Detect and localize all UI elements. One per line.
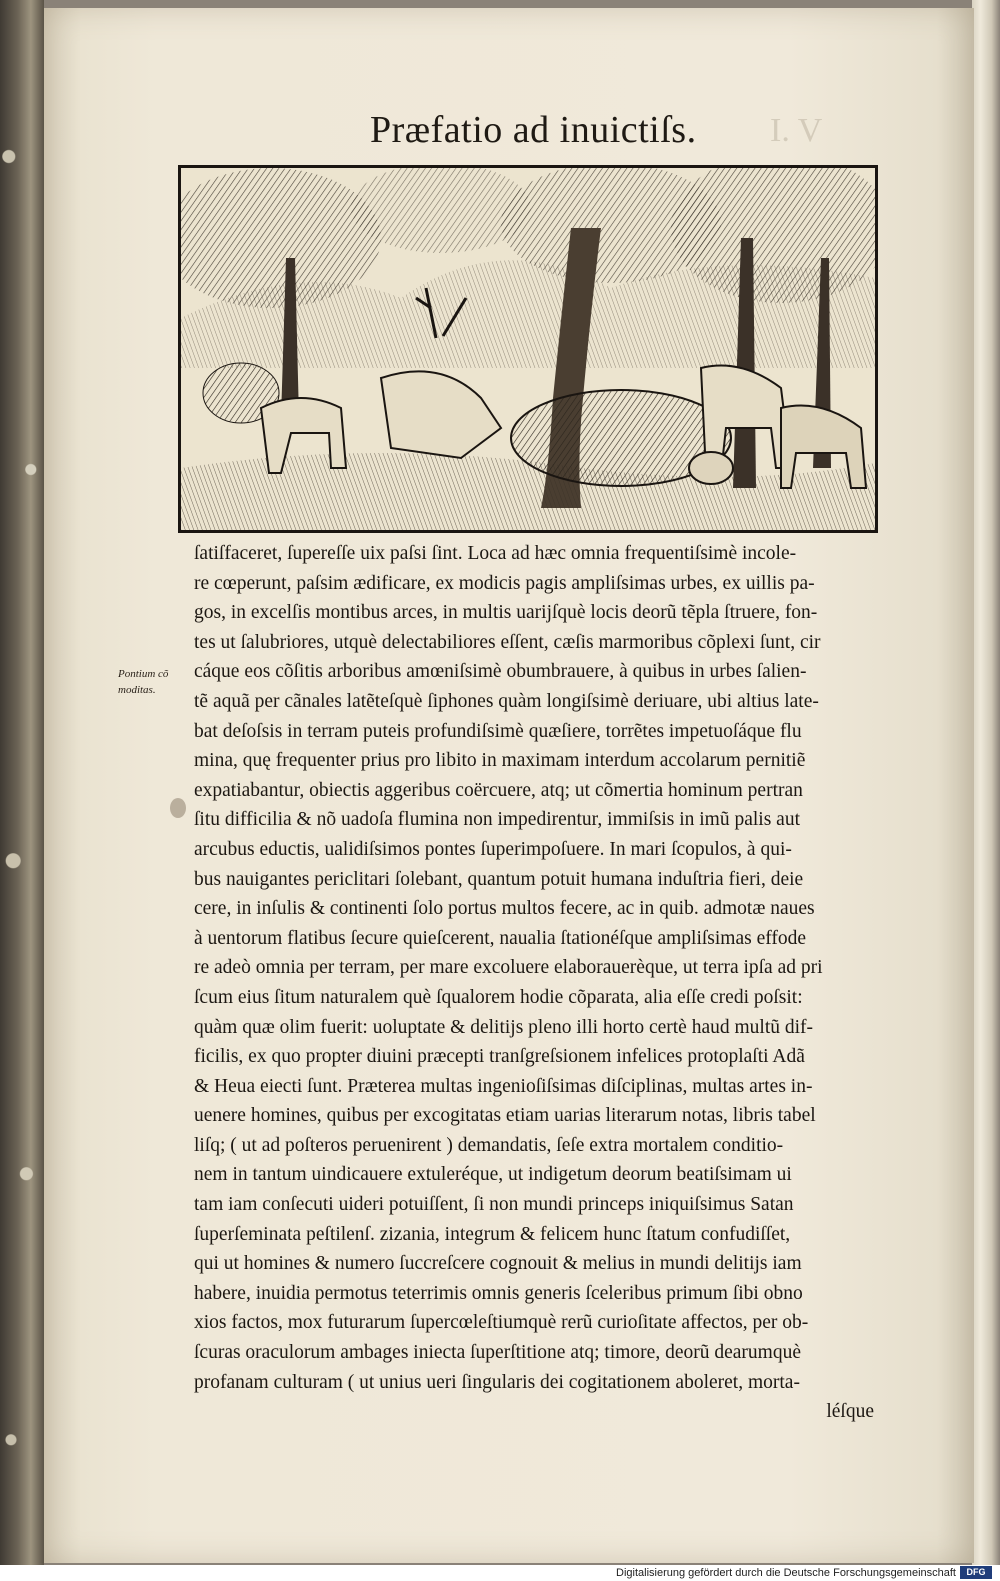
book-binding [0, 0, 44, 1565]
facing-page-edge [972, 0, 1000, 1565]
text-line: re cœperunt, paſsim ædificare, ex modicis pagis ampliſsimas urbes, ex uillis pa- [194, 572, 815, 594]
paper-stain [170, 798, 186, 818]
text-line: xios factos, mox futurarum ſupercœleſtiumquè rerũ curioſitate affectos, per ob- [194, 1312, 809, 1334]
margin-note [118, 666, 190, 698]
woodcut-illustration [178, 165, 878, 533]
text-line: cere, in inſulis & continenti ſolo portus multos fecere, ac in quib. admotæ naues [194, 898, 815, 920]
text-line: tẽ aquã per cãnales latẽteſquè ſiphones quàm longiſsimè deriuare, ubi altius late- [194, 690, 819, 712]
text-line: arcubus eductis, ualidiſsimos pontes ſuperimpoſuere. In mari ſcopulos, à qui- [194, 838, 792, 860]
text-line: mina, quę frequenter prius pro libito in maximam interdum accolarum pernitiẽ [194, 750, 806, 772]
text-line: gos, in excelſis montibus arces, in multis uarijſquè locis deorũ tẽpla ſtruere, fon- [194, 602, 818, 624]
catchword: léſque [826, 1401, 874, 1423]
text-line: tes ut ſalubriores, utquè delectabiliores eſſent, cæſis marmoribus cõplexi ſunt, cir [194, 631, 821, 653]
text-line: ficilis, ex quo propter diuini præcepti tranſgreſsionem infelices protoplaſti Adã [194, 1046, 805, 1068]
text-line: & Heua eiecti ſunt. Præterea multas ingenioſiſsimas diſciplinas, multas artes in- [194, 1075, 813, 1097]
dfg-logo-icon: DFG [960, 1566, 992, 1579]
text-line: ſuperſeminata peſtilenſ. zizania, integrum & felicem hunc ſtatum confudiſſet, [194, 1223, 791, 1245]
showthrough-text: I. V [770, 112, 823, 149]
body-text [194, 539, 874, 1427]
text-line: uenere homines, quibus per excogitatas etiam uarias literarum notas, libris tabel [194, 1105, 816, 1127]
text-line: cáque eos cõſitis arboribus amœniſsimè obumbrauere, à quibus in urbes ſalien- [194, 661, 807, 683]
footer-credit: Digitalisierung gefördert durch die Deutsche Forschungsgemeinschaft [616, 1567, 956, 1579]
text-line: expatiabantur, obiectis aggeribus coërcuere, atq; ut cõmertia hominum pertran [194, 779, 803, 801]
text-line: ſcuras oraculorum ambages iniecta ſuperſtitione atq; timore, deorũ dearumquè [194, 1342, 801, 1364]
text-line: habere, inuidia permotus teterrimis omnis generis ſceleribus primum ſibi obno [194, 1282, 803, 1304]
margin-note-line: Pontium cõ [118, 668, 169, 680]
margin-note-line: moditas. [118, 684, 156, 696]
page-title: Præfatio ad inuictiſs. [370, 109, 697, 151]
text-line: ſitu difficilia & nõ uadoſa flumina non impedirentur, immiſsis in imũ palis aut [194, 809, 800, 831]
text-line: liſq; ( ut ad poſteros peruenirent ) demandatis, ſeſe extra mortalem conditio- [194, 1134, 784, 1156]
text-line: nem in tantum uindicauere extuleréque, ut indigetum deorum beatiſsimam ui [194, 1164, 792, 1186]
text-line: tam iam conſecuti uideri potuiſſent, ſi non mundi princeps iniquiſsimus Satan [194, 1194, 794, 1216]
text-line: quàm quæ olim fuerit: uoluptate & delitijs pleno illi horto certè haud multũ dif- [194, 1016, 814, 1038]
text-line: qui ut homines & numero ſuccreſcere cognouit & melius in mundi delitijs iam [194, 1253, 802, 1275]
text-line: re adeò omnia per terram, per mare excoluere elaborauerèque, ut terra ipſa ad pri [194, 957, 823, 979]
text-line: ſatiſfaceret, ſupereſſe uix paſsi ſint. Loca ad hæc omnia frequentiſsimè incole- [194, 543, 797, 564]
text-line: bus nauigantes periclitari ſolebant, quantum potuit humana induſtria fieri, deie [194, 868, 804, 890]
text-line: profanam culturam ( ut unius ueri ſingularis dei cogitationem aboleret, morta- [194, 1371, 800, 1393]
text-line: ſcum eius ſitum naturalem què ſqualorem hodie cõparata, alia eſſe credi poſsit: [194, 986, 803, 1008]
text-line: à uentorum flatibus ſecure quieſcerent, naualia ſtationéſque ampliſsimas effode [194, 927, 807, 949]
text-line: bat deſoſsis in terram puteis profundiſsimè quæſiere, torrẽtes impetuoſáque flu [194, 720, 802, 742]
